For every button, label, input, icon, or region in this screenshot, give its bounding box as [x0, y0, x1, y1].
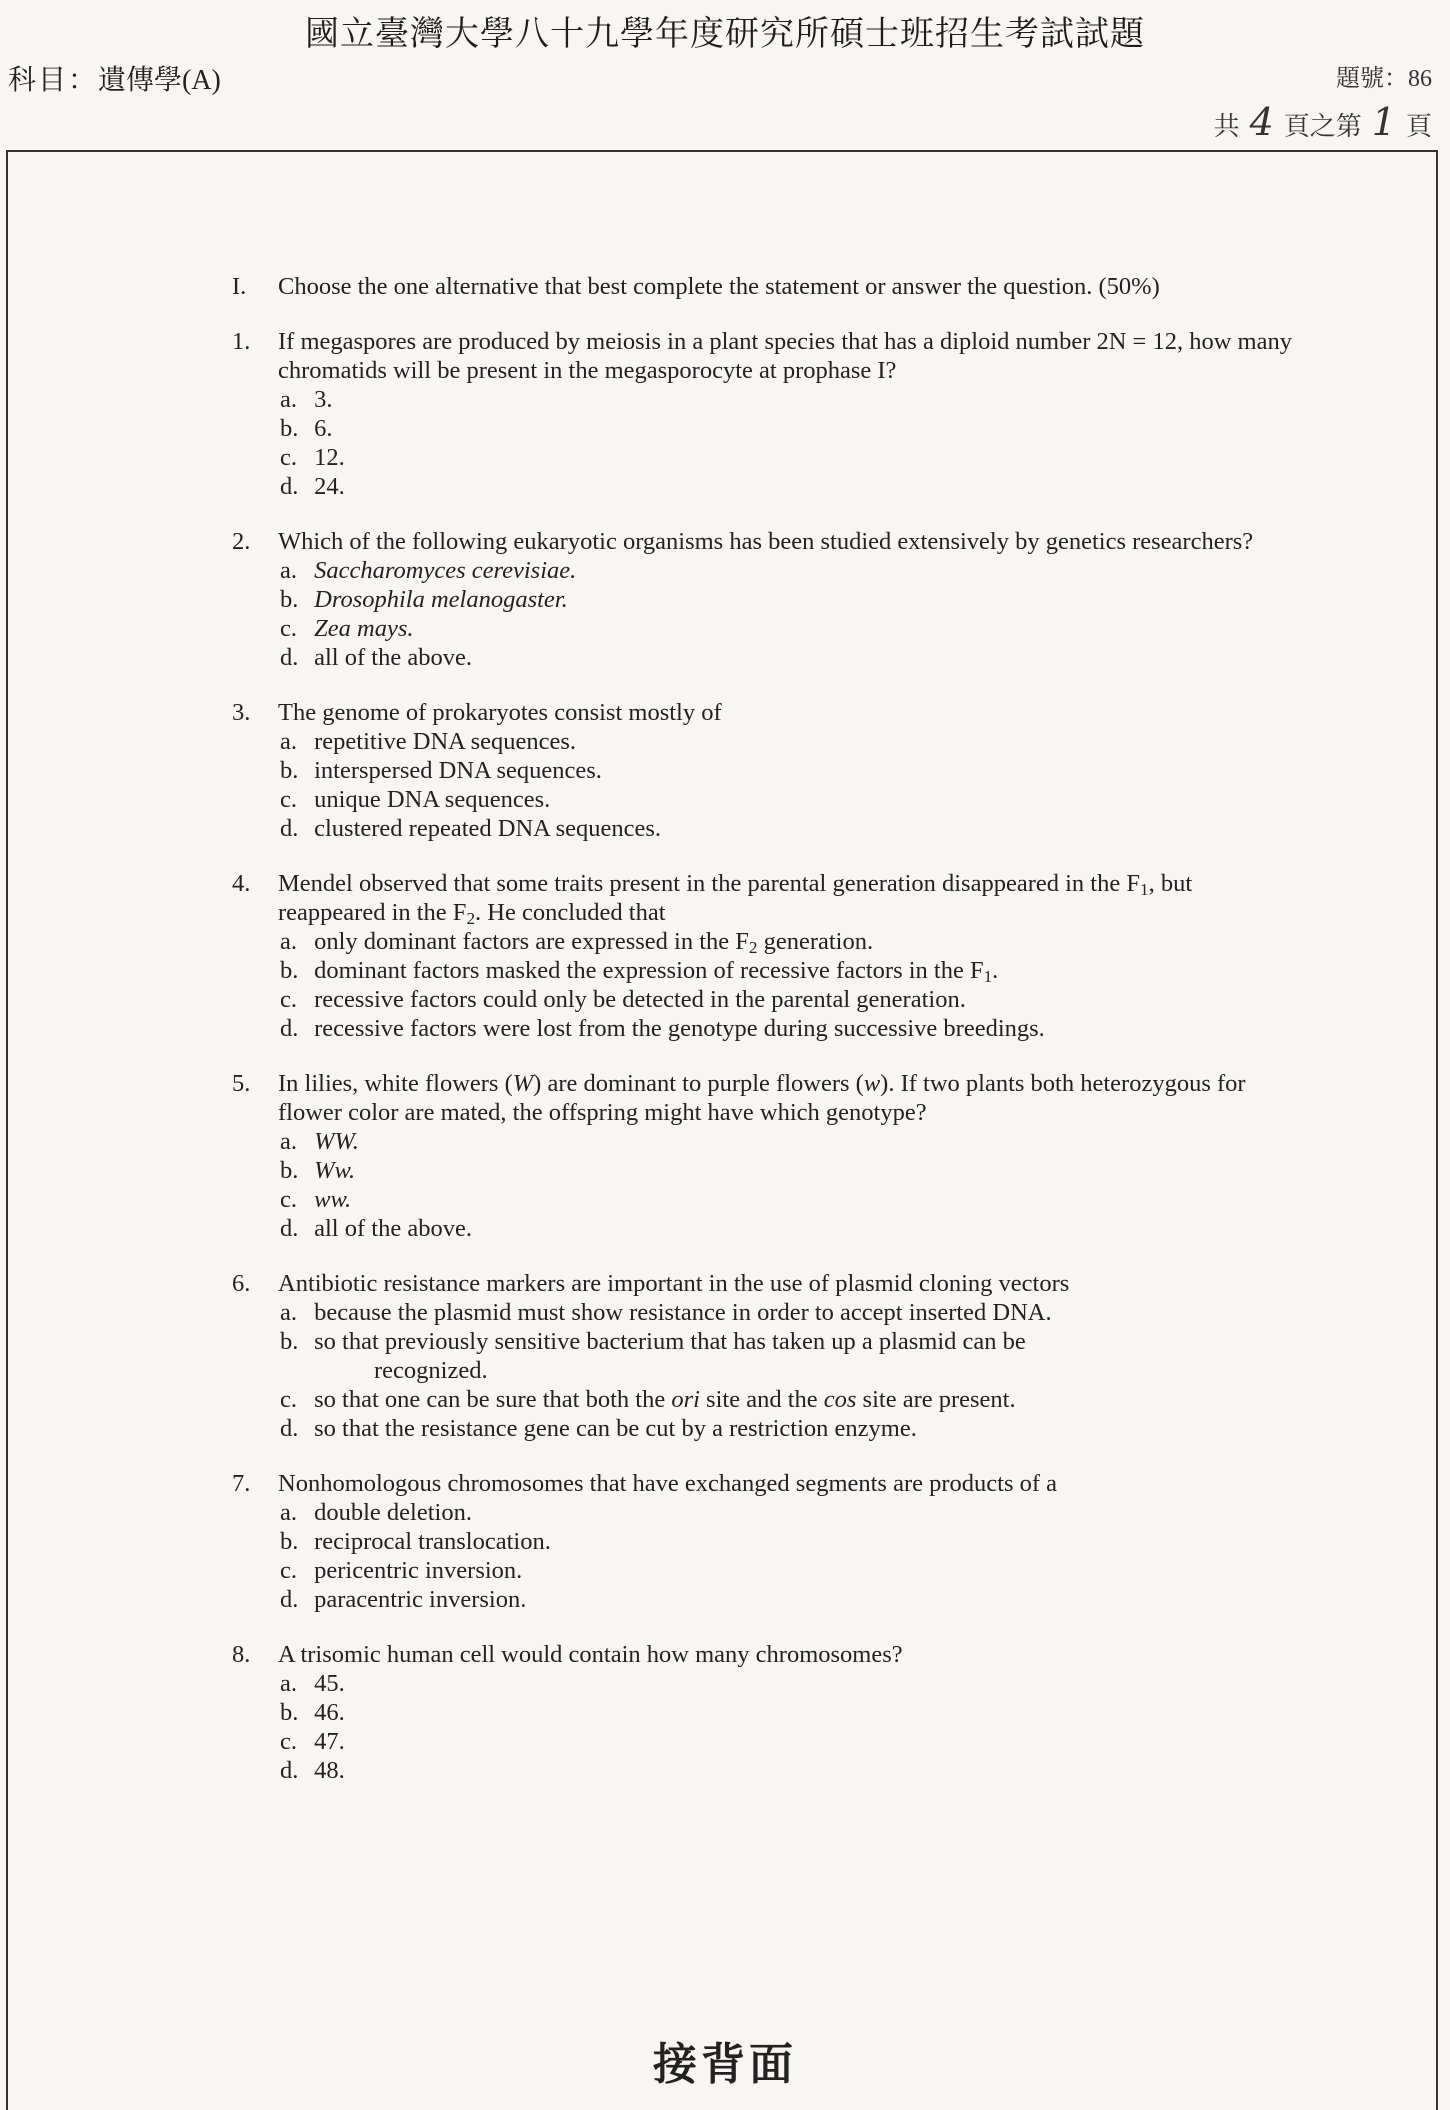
option-b: [280, 956, 1292, 985]
option-b: [280, 414, 1292, 443]
option-list: [280, 1498, 1292, 1614]
code-label: 題號：: [1336, 66, 1408, 92]
option-label: a.: [280, 1499, 297, 1526]
option-label: c.: [280, 1557, 297, 1584]
option-text: .: [992, 957, 999, 984]
question-2: [232, 527, 1292, 672]
option-text: site are present.: [856, 1386, 1016, 1413]
option-d: [280, 1756, 1292, 1785]
stem-part: In lilies, white flowers (: [278, 1070, 513, 1097]
option-d: [280, 1014, 1292, 1043]
section-heading: [232, 272, 1292, 301]
option-b: [280, 1327, 1292, 1356]
pages-total: 4: [1249, 100, 1274, 144]
question-7: [232, 1469, 1292, 1614]
option-a: [280, 727, 1292, 756]
option-label: a.: [280, 1670, 297, 1697]
option-text: so that previously sensitive bacterium that has taken up a plasmid can be: [314, 1328, 1026, 1355]
option-text: 24.: [314, 473, 345, 500]
option-text: 46.: [314, 1699, 345, 1726]
question-3: [232, 698, 1292, 843]
option-text: paracentric inversion.: [314, 1586, 527, 1613]
option-text: 6.: [314, 415, 333, 442]
option-label: d.: [280, 473, 299, 500]
option-text: 3.: [314, 386, 333, 413]
option-a: [280, 927, 1292, 956]
exam-title: 國立臺灣大學八十九學年度研究所碩士班招生考試試題: [305, 16, 1145, 53]
option-list: [280, 727, 1292, 843]
option-label: b.: [280, 1328, 299, 1355]
option-d: [280, 472, 1292, 501]
question-stem: Antibiotic resistance markers are important in the use of plasmid cloning vectors: [278, 1270, 1070, 1297]
question-number: 8.: [232, 1641, 251, 1668]
option-c: [280, 1385, 1292, 1414]
option-label: a.: [280, 386, 297, 413]
subscript: 1: [983, 967, 993, 986]
pages-mid: 頁之第: [1283, 112, 1362, 141]
option-label: b.: [280, 1699, 299, 1726]
option-text: recessive factors were lost from the genotype during successive breedings.: [314, 1015, 1045, 1042]
option-text: so that one can be sure that both the: [314, 1386, 672, 1413]
option-b: [280, 1156, 1292, 1185]
question-1: [232, 327, 1292, 501]
page-count: [1214, 100, 1432, 144]
option-text: clustered repeated DNA sequences.: [314, 815, 662, 842]
option-a: [280, 1498, 1292, 1527]
question-stem: [278, 1069, 1292, 1127]
question-number: 5.: [232, 1070, 251, 1097]
question-stem: A trisomic human cell would contain how many chromosomes?: [278, 1641, 903, 1668]
option-text: because the plasmid must show resistance in order to accept inserted DNA.: [314, 1299, 1052, 1326]
question-stem: Which of the following eukaryotic organisms has been studied extensively by genetics researchers?: [278, 528, 1254, 555]
question-stem: Nonhomologous chromosomes that have exchanged segments are products of a: [278, 1470, 1058, 1497]
site-name: ori: [671, 1386, 700, 1413]
question-stem: If megaspores are produced by meiosis in a plant species that has a diploid number 2N = 12, how many chromatids will be present in the megasporocyte at prophase I?: [278, 328, 1292, 384]
pages-current: 1: [1371, 100, 1396, 144]
option-d: [280, 814, 1292, 843]
option-label: a.: [280, 728, 297, 755]
allele-symbol: W: [512, 1070, 534, 1097]
option-b: [280, 1698, 1292, 1727]
option-label: a.: [280, 1299, 297, 1326]
question-8: [232, 1640, 1292, 1785]
question-number: 2.: [232, 528, 251, 555]
option-list: [280, 385, 1292, 501]
subject-line: [8, 58, 221, 98]
option-text: WW.: [314, 1128, 359, 1155]
option-label: b.: [280, 957, 299, 984]
question-4: [232, 869, 1292, 1043]
option-text: Ww.: [314, 1157, 356, 1184]
option-text: 45.: [314, 1670, 345, 1697]
option-c: [280, 614, 1292, 643]
option-label: d.: [280, 1415, 299, 1442]
option-d: [280, 643, 1292, 672]
question-stem: [278, 869, 1292, 927]
option-text: site and the: [699, 1386, 824, 1413]
option-label: c.: [280, 786, 297, 813]
option-label: c.: [280, 986, 297, 1013]
option-label: b.: [280, 1157, 299, 1184]
option-list: [280, 1127, 1292, 1243]
site-name: cos: [823, 1386, 857, 1413]
option-a: [280, 1298, 1292, 1327]
option-c: [280, 443, 1292, 472]
option-b: [280, 756, 1292, 785]
option-label: c.: [280, 1386, 297, 1413]
option-label: c.: [280, 1728, 297, 1755]
option-text: Saccharomyces cerevisiae.: [314, 557, 577, 584]
pages-suffix: 頁: [1405, 112, 1432, 141]
question-number: 4.: [232, 870, 251, 897]
question-number: 6.: [232, 1270, 251, 1297]
option-c: [280, 985, 1292, 1014]
option-label: b.: [280, 586, 299, 613]
option-label: b.: [280, 415, 299, 442]
continue-on-back-note: 接背面: [653, 2040, 797, 2089]
option-c: [280, 785, 1292, 814]
option-list: [280, 927, 1292, 1043]
option-label: a.: [280, 928, 297, 955]
option-label: d.: [280, 644, 299, 671]
option-label: b.: [280, 1528, 299, 1555]
option-text: double deletion.: [314, 1499, 472, 1526]
option-d: [280, 1414, 1292, 1443]
option-c: [280, 1556, 1292, 1585]
option-text: Drosophila melanogaster.: [314, 586, 568, 613]
option-b: [280, 1527, 1292, 1556]
option-d: [280, 1585, 1292, 1614]
option-label: c.: [280, 1186, 297, 1213]
exam-content: [232, 272, 1292, 1811]
option-text: 48.: [314, 1757, 345, 1784]
option-text: repetitive DNA sequences.: [314, 728, 577, 755]
option-label: b.: [280, 757, 299, 784]
stem-part: ) are dominant to purple flowers (: [533, 1070, 864, 1097]
option-text: ww.: [314, 1186, 352, 1213]
option-text: generation.: [757, 928, 874, 955]
option-text: reciprocal translocation.: [314, 1528, 551, 1555]
subscript: 2: [466, 909, 476, 928]
option-a: [280, 556, 1292, 585]
option-label: c.: [280, 444, 297, 471]
section-number: I.: [232, 273, 247, 300]
question-number: 1.: [232, 328, 251, 355]
option-text: recessive factors could only be detected in the parental generation.: [314, 986, 966, 1013]
option-label: d.: [280, 1215, 299, 1242]
option-a: [280, 385, 1292, 414]
option-label: d.: [280, 1015, 299, 1042]
option-text: so that the resistance gene can be cut by a restriction enzyme.: [314, 1415, 917, 1442]
option-text: all of the above.: [314, 1215, 472, 1242]
question-5: [232, 1069, 1292, 1243]
option-label: a.: [280, 1128, 297, 1155]
stem-part: Mendel observed that some traits present in the parental generation disappeared in the F: [278, 870, 1140, 897]
stem-part: , but reappeared in the F: [278, 870, 1193, 926]
option-c: [280, 1727, 1292, 1756]
subject-label: 科目：: [8, 65, 99, 96]
code-value: 86: [1408, 66, 1432, 92]
option-b-continuation: recognized.: [374, 1357, 488, 1384]
question-6: [232, 1269, 1292, 1443]
option-label: d.: [280, 1586, 299, 1613]
option-label: a.: [280, 557, 297, 584]
option-text: Zea mays.: [314, 615, 414, 642]
option-text: pericentric inversion.: [314, 1557, 523, 1584]
subscript: 1: [1140, 880, 1149, 899]
allele-symbol: w: [863, 1070, 881, 1097]
option-list: [280, 1669, 1292, 1785]
option-a: [280, 1127, 1292, 1156]
section-text: Choose the one alternative that best complete the statement or answer the question. (50%): [278, 273, 1160, 300]
question-stem: The genome of prokaryotes consist mostly of: [278, 699, 722, 726]
option-d: [280, 1214, 1292, 1243]
option-label: d.: [280, 815, 299, 842]
subscript: 2: [748, 938, 758, 957]
option-list: [280, 556, 1292, 672]
option-label: c.: [280, 615, 297, 642]
option-b: [280, 585, 1292, 614]
stem-part: ). If two plants both heterozygous for flower color are mated, the offspring might have which genotype?: [278, 1070, 1246, 1126]
subject-name: 遺傳學(A): [98, 65, 221, 96]
option-text: interspersed DNA sequences.: [314, 757, 602, 784]
stem-part: . He concluded that: [475, 899, 666, 926]
option-text: dominant factors masked the expression of recessive factors in the F: [314, 957, 984, 984]
option-text: 12.: [314, 444, 345, 471]
question-number: 3.: [232, 699, 251, 726]
question-code: [1336, 58, 1432, 93]
pages-prefix: 共: [1213, 112, 1240, 141]
question-number: 7.: [232, 1470, 251, 1497]
option-a: [280, 1669, 1292, 1698]
option-c: [280, 1185, 1292, 1214]
option-text: only dominant factors are expressed in the F: [314, 928, 749, 955]
option-text: all of the above.: [314, 644, 472, 671]
option-text: 47.: [314, 1728, 345, 1755]
option-label: d.: [280, 1757, 299, 1784]
option-list: [280, 1298, 1292, 1443]
option-text: unique DNA sequences.: [314, 786, 551, 813]
